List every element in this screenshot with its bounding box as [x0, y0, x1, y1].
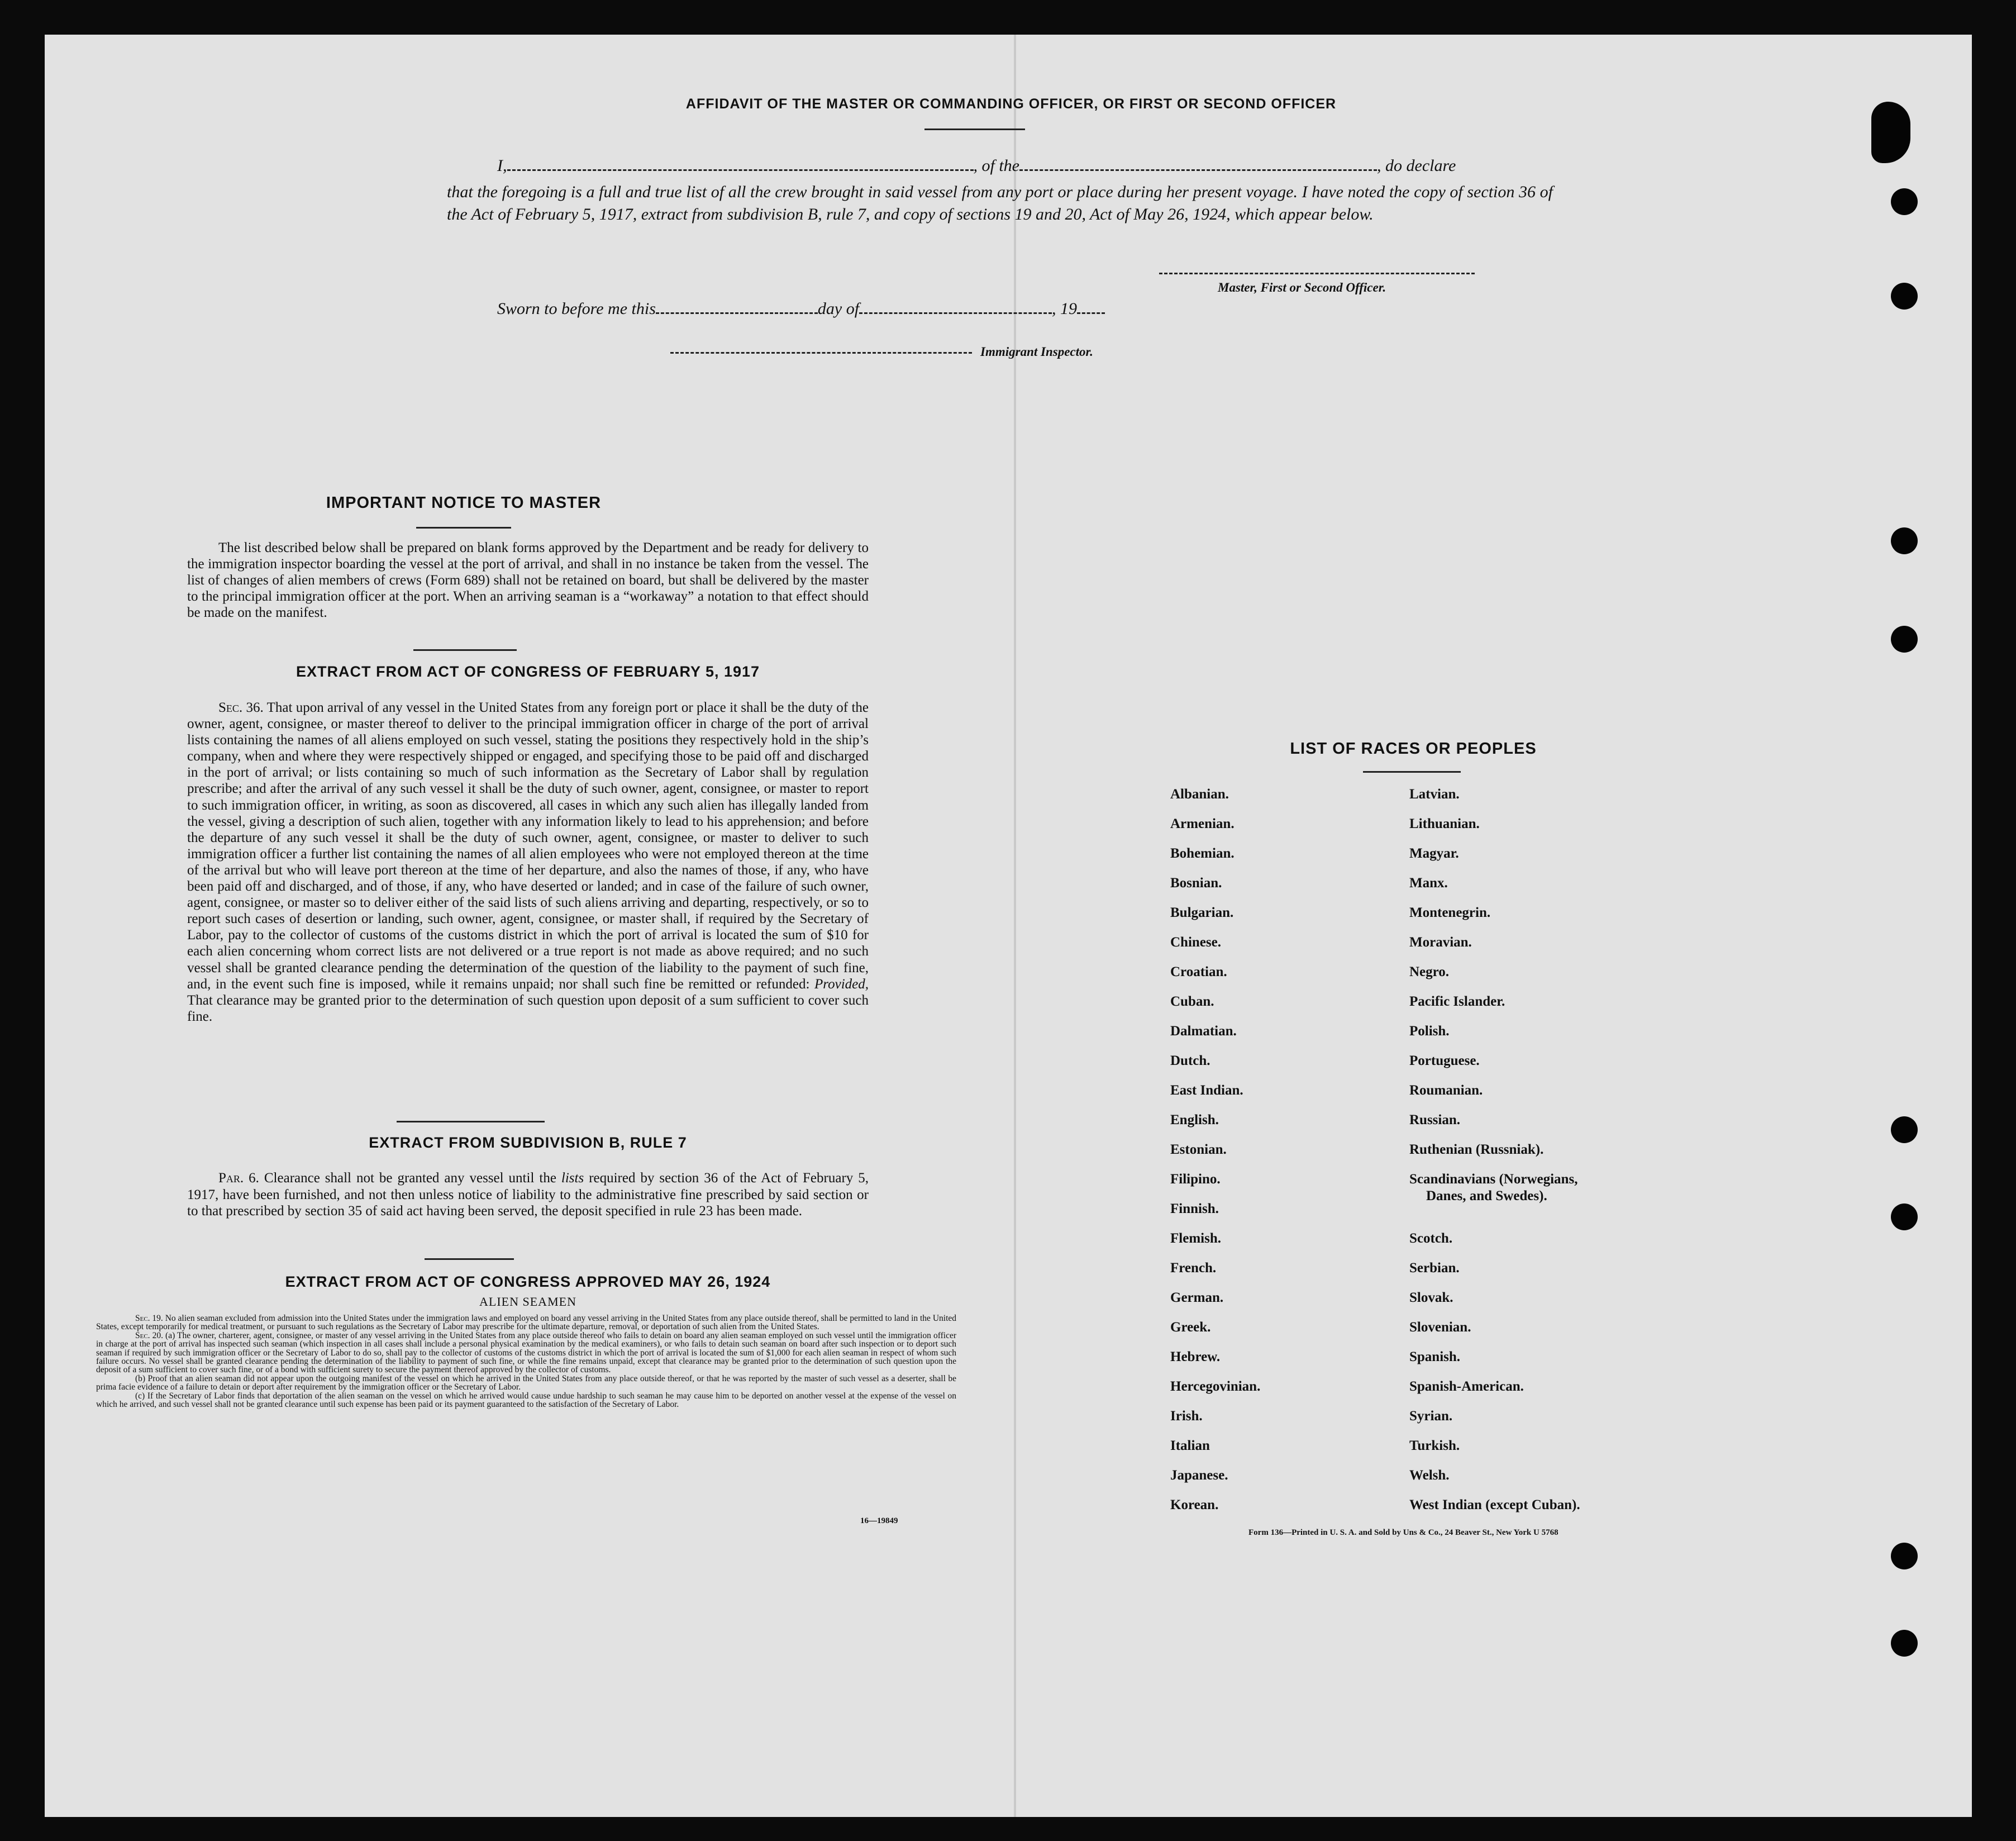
race-item: French. — [1170, 1260, 1217, 1276]
punch-hole — [1891, 1116, 1918, 1143]
alien-seamen-subheading: ALIEN SEAMEN — [479, 1295, 576, 1309]
race-item: Lithuanian. — [1409, 816, 1480, 831]
sworn-prefix: Sworn to before me this — [497, 299, 656, 318]
race-item: Flemish. — [1170, 1231, 1221, 1246]
section-20b: (b) Proof that an alien seaman did not appear upon the outgoing manifest of the vessel on which he arrived in the United States from any place outside thereof, or that he was reported by the master of such vessel as a deserter, shall be prima facie evidence of a failure to detain or deport after requirement by the immigration officer or the Secretary of Labor. — [96, 1373, 956, 1392]
section-20a-text: (a) The owner, charterer, agent, consignee, or master of any vessel arriving in the United States from any place outside thereof who fails to detain on board any alien seaman employed on such vessel until the immigration officer in charge at the port of arrival has inspected such seaman (which inspection in all cases shall include a personal physical examination by the medical examiners), or who fails to detain such seaman on board after such inspection or to deport such seaman if required by such immigration officer or the Secretary of Labor to do so, shall pay to the collector of customs of the customs district in which the port of arrival is located the sum of $1,000 for each alien seaman in respect of whom such failure occurs. No vessel shall be granted clearance pending the determination of the liability to payment of such fine, or while the fine remains unpaid, except that clearance may be granted prior to the determination of such question upon the deposit of a sum sufficient to cover such fine, or of a bond with sufficient surety to secure the payment thereof approved by the collector of customs. — [96, 1330, 957, 1375]
print-code: 16—19849 — [860, 1516, 898, 1525]
divider — [924, 129, 1025, 130]
race-item: Russian. — [1409, 1112, 1461, 1128]
inspector-signature-line[interactable] — [670, 352, 972, 354]
section-19-label: Sec. 19. — [135, 1314, 163, 1323]
master-signature-caption: Master, First or Second Officer. — [1218, 280, 1386, 294]
race-item: Chinese. — [1170, 935, 1221, 950]
race-item: Slovak. — [1409, 1290, 1453, 1305]
affidavit-body: that the foregoing is a full and true list of all the crew brought in said vessel from any port or place during her present voyage. I have noted the copy of section 36 of the Act of February 5, 1917, extract from subdivision B, rule 7, and copy of sections 19 and 20, Act of May 26, 1924, which appear below. — [447, 183, 1553, 223]
race-item: Japanese. — [1170, 1468, 1228, 1483]
sworn-day-of: day of — [817, 299, 860, 318]
race-item: Syrian. — [1409, 1409, 1453, 1424]
paragraph-label: Par. 6. — [218, 1171, 259, 1186]
race-item: English. — [1170, 1112, 1219, 1128]
race-item: Magyar. — [1409, 846, 1459, 861]
sworn-month-field[interactable] — [859, 301, 1052, 314]
race-item: Slovenian. — [1409, 1320, 1471, 1335]
race-item: Spanish-American. — [1409, 1379, 1524, 1394]
notice-text: The list described below shall be prepared on blank forms approved by the Department and be ready for delivery to the immigration inspector boarding the vessel at the port of arrival, and shall in no instance be taken from the vessel. The list of changes of alien members of crews (Form 689) shall not be retained on board, but shall be delivered by the master to the principal immigration officer at the port. When an arriving seaman is a “workaway” a notation to that effect should be made on the manifest. — [187, 540, 869, 620]
race-item: Scotch. — [1409, 1231, 1453, 1246]
extract-1924-heading: EXTRACT FROM ACT OF CONGRESS APPROVED MAY 26, 1924 — [285, 1273, 771, 1290]
punch-hole — [1891, 527, 1918, 554]
race-item: Roumanian. — [1409, 1083, 1483, 1098]
declaration-do-declare: , do declare — [1377, 156, 1456, 175]
divider — [416, 527, 511, 529]
divider — [397, 1121, 545, 1122]
race-item: Pacific Islander. — [1409, 994, 1505, 1009]
race-item: Bohemian. — [1170, 846, 1235, 861]
affidavit-declaration-line — [497, 156, 1553, 175]
race-item: Hebrew. — [1170, 1349, 1221, 1364]
divider — [425, 1258, 514, 1260]
race-item: Finnish. — [1170, 1201, 1219, 1216]
race-item: Moravian. — [1409, 935, 1472, 950]
master-name-field[interactable] — [507, 158, 974, 171]
sworn-line — [497, 299, 1105, 318]
punch-hole — [1891, 626, 1918, 653]
race-item: Hercegovinian. — [1170, 1379, 1261, 1394]
scandinavians-line-2: Danes, and Swedes). — [1426, 1188, 1547, 1203]
races-right-column — [1409, 786, 1700, 1526]
divider — [1363, 771, 1461, 773]
rule7-heading: EXTRACT FROM SUBDIVISION B, RULE 7 — [369, 1134, 687, 1151]
race-item: German. — [1170, 1290, 1224, 1305]
lists-word: lists — [561, 1171, 584, 1186]
scandinavians-line-1: Scandinavians (Norwegians, — [1409, 1172, 1578, 1187]
race-item: Negro. — [1409, 964, 1450, 979]
race-item: Portuguese. — [1409, 1053, 1480, 1068]
race-item: Bosnian. — [1170, 876, 1222, 891]
section-19 — [96, 1314, 956, 1331]
vessel-name-field[interactable] — [1019, 158, 1377, 171]
race-item: Italian — [1170, 1438, 1210, 1453]
divider — [413, 649, 517, 651]
section-36-text: That upon arrival of any vessel in the United States from any foreign port or place it shall be the duty of the owner, agent, consignee, or master thereof to deliver to the principal immigration officer in charge of the port of arrival lists containing the names of all aliens employed on such vessel, stating the positions they respectively hold in the ship’s company, when and where they were respectively shipped or engaged, and specifying those to be paid off and discharged in the port of arrival; or lists containing so much of such information as the Secretary of Labor shall by regulation prescribe; and after the arrival of any such vessel it shall be the duty of such owner, agent, consignee, or master to report to such immigration officer, in writing, as soon as discovered, all cases in which any such alien has illegally landed from the vessel, giving a description of such alien, together with any information likely to lead to his apprehension; and before the departure of any such vessel it shall be the duty of such owner, agent, consignee, or master to deliver to such immigration officer a further list containing the names of all alien employees who were not employed thereon at the time of the arrival but who will leave port thereon at the time of her departure, and also the names of those, if any, who have been paid off and discharged, and of those, if any, who have deserted or landed; and in case of the failure of such owner, agent, consignee, or master so to deliver either of the said lists of such aliens arriving and departing, respectively, or so to report such cases of desertion or landing, such owner, agent, consignee, or master shall, if required by the Secretary of Labor, pay to the collector of customs of the customs district in which the port of arrival is located the sum of $10 for each alien concerning whom correct lists are not delivered or a true report is not made as above required; and no such vessel shall be granted clearance pending the determination of the question of the liability to the payment of such fine, and, in the event such fine is imposed, while it remains unpaid; nor shall such fine be remitted or refunded: — [187, 700, 869, 992]
race-item: Manx. — [1409, 876, 1448, 891]
section-19-text: No alien seaman excluded from admission into the United States under the immigration laws and employed on board any vessel arriving in the United States from any place outside thereof, shall be permitted to land in the United States, except temporarily for medical treatment, or pursuant to such regulations as the Secretary of Labor may prescribe for the ultimate departure, removal, or deportation of such alien from the United States. — [96, 1314, 957, 1332]
race-item: Dalmatian. — [1170, 1024, 1237, 1039]
punch-hole — [1891, 283, 1918, 310]
race-item: Dutch. — [1170, 1053, 1210, 1068]
races-heading: LIST OF RACES OR PEOPLES — [1290, 740, 1537, 758]
printer-imprint: Form 136—Printed in U. S. A. and Sold by Uns & Co., 24 Beaver St., New York U 5768 — [1248, 1528, 1559, 1537]
race-item: Cuban. — [1170, 994, 1214, 1009]
race-item: Montenegrin. — [1409, 905, 1491, 920]
provided-word: Provided, — [814, 976, 869, 992]
race-item: Latvian. — [1409, 787, 1460, 802]
sworn-year-field[interactable] — [1077, 301, 1105, 314]
races-left-column — [1170, 786, 1405, 1526]
race-item: Spanish. — [1409, 1349, 1461, 1364]
rule7-text — [187, 1170, 869, 1220]
extract-1917-text — [187, 700, 869, 1025]
notice-heading: IMPORTANT NOTICE TO MASTER — [326, 494, 602, 512]
race-item: Serbian. — [1409, 1260, 1460, 1276]
extract-1917-heading: EXTRACT FROM ACT OF CONGRESS OF FEBRUARY 5, 1917 — [296, 663, 760, 680]
section-36-ending: That clearance may be granted prior to the determination of such question upon deposit of a sum sufficient to cover such fine. — [187, 992, 869, 1024]
punch-hole — [1891, 1543, 1918, 1569]
punch-hole — [1891, 188, 1918, 215]
sworn-day-field[interactable] — [656, 301, 818, 314]
race-item: Polish. — [1409, 1024, 1450, 1039]
race-item: Croatian. — [1170, 964, 1227, 979]
race-item: Filipino. — [1170, 1172, 1221, 1187]
section-20-label: Sec. 20. — [135, 1330, 163, 1340]
race-item: West Indian (except Cuban). — [1409, 1497, 1580, 1512]
master-signature-line[interactable] — [1159, 273, 1475, 274]
section-label: Sec. 36. — [218, 700, 264, 715]
race-item: Welsh. — [1409, 1468, 1450, 1483]
declaration-i: I, — [497, 156, 507, 175]
extract-1924-text — [96, 1314, 956, 1409]
inspector-caption: Immigrant Inspector. — [980, 345, 1093, 359]
punch-hole — [1891, 1630, 1918, 1657]
section-20a — [96, 1331, 956, 1374]
affidavit-title: AFFIDAVIT OF THE MASTER OR COMMANDING OFFICER, OR FIRST OR SECOND OFFICER — [685, 96, 1337, 112]
race-item: Armenian. — [1170, 816, 1235, 831]
rule7-text-b: required by section 36 of the Act of February 5, 1917, have been furnished, and not then unless notice of liability to the administrative fine prescribed by said section or to that prescribed by section 35 of said act having been served, the deposit specified in rule 23 has been made. — [187, 1171, 869, 1219]
rule7-text-a: Clearance shall not be granted any vessel until the — [264, 1171, 556, 1186]
race-item: Albanian. — [1170, 787, 1229, 802]
race-item: Irish. — [1170, 1409, 1203, 1424]
race-item: Estonian. — [1170, 1142, 1227, 1157]
race-item: Turkish. — [1409, 1438, 1460, 1453]
sworn-year: , 19 — [1052, 299, 1078, 318]
race-item: Korean. — [1170, 1497, 1219, 1512]
race-item: East Indian. — [1170, 1083, 1243, 1098]
declaration-of-the: , of the — [973, 156, 1019, 175]
torn-corner — [1871, 102, 1910, 163]
section-20c: (c) If the Secretary of Labor finds that deportation of the alien seaman on the vessel on which he arrived would cause undue hardship to such seaman he may cause him to be deported on another vessel at the expense of the vessel on which he arrived, and such vessel shall not be granted clearance until such expense has been paid or its payment guaranteed to the satisfaction of the Secretary of Labor. — [96, 1391, 956, 1410]
race-item: Greek. — [1170, 1320, 1211, 1335]
race-item: Bulgarian. — [1170, 905, 1234, 920]
punch-hole — [1891, 1203, 1918, 1230]
form-page — [45, 35, 1972, 1817]
race-item: Ruthenian (Russniak). — [1409, 1142, 1544, 1157]
race-item-scandinavians — [1409, 1171, 1700, 1230]
